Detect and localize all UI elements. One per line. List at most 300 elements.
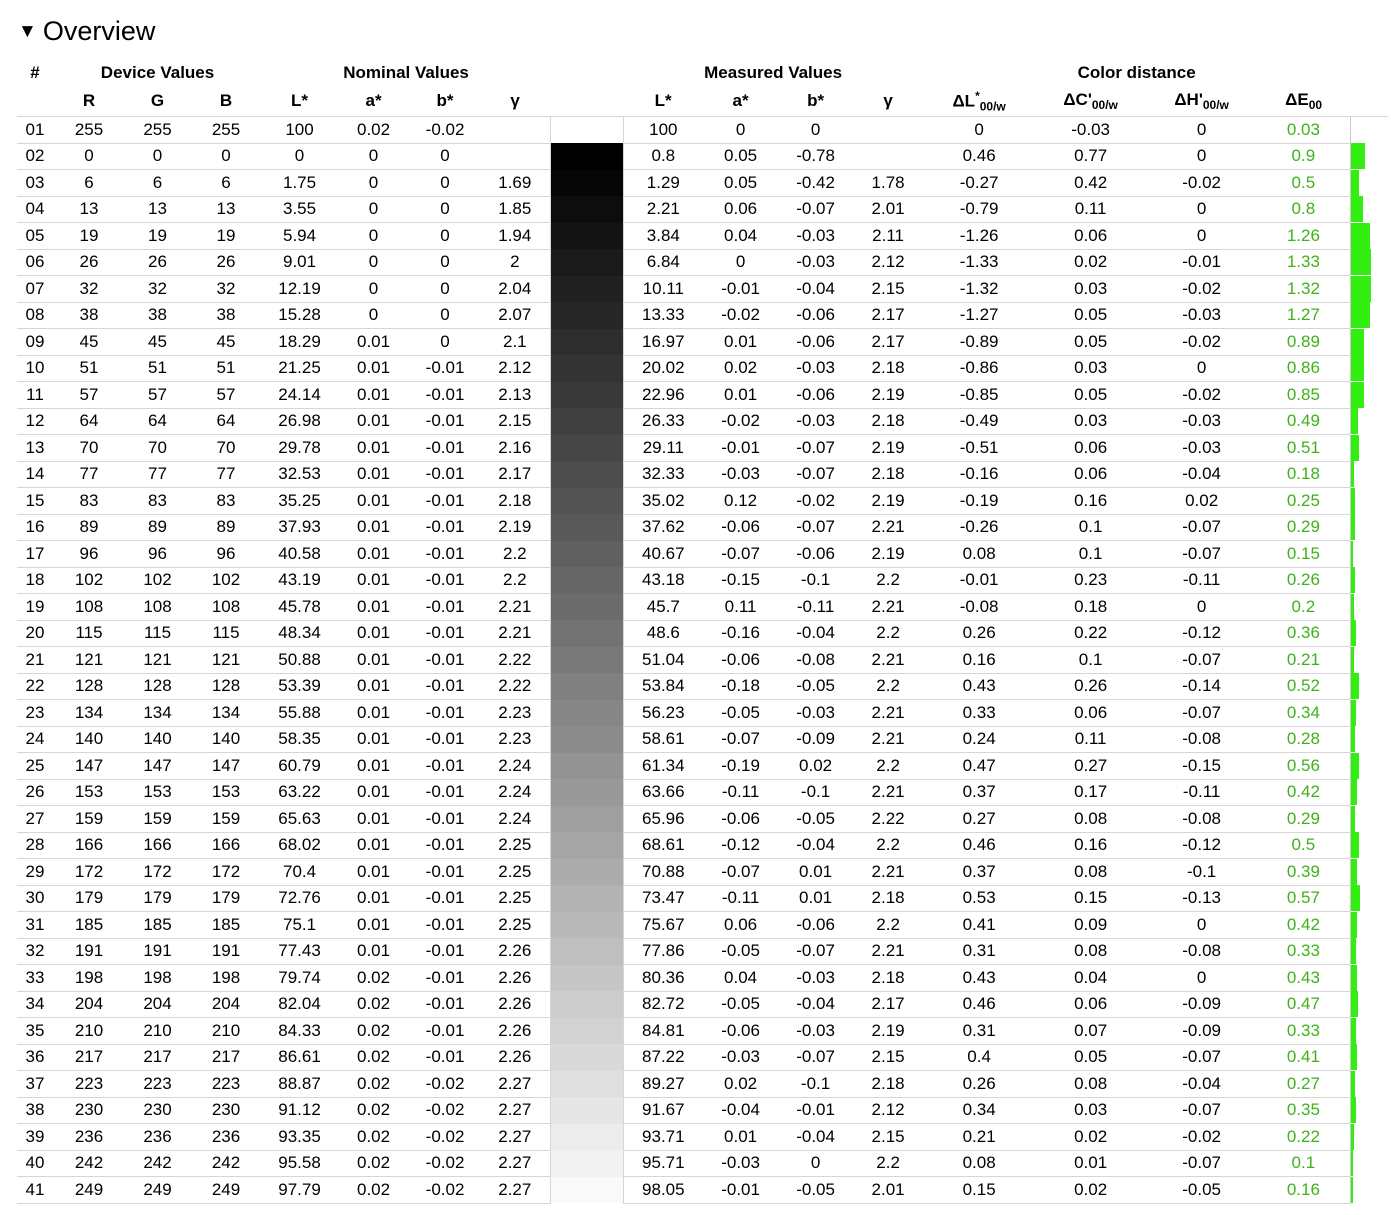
delta-e-bar: [1351, 779, 1357, 805]
device-g: 255: [125, 117, 190, 144]
delta-e-bar-cell: [1350, 594, 1388, 621]
delta-l: 0.43: [923, 673, 1035, 700]
delta-e: 0.27: [1257, 1071, 1350, 1098]
nominal-gamma: 2.25: [480, 912, 550, 939]
delta-e: 0.16: [1257, 1177, 1350, 1204]
nominal-b: -0.01: [410, 435, 480, 462]
delta-c: 0.02: [1035, 1124, 1146, 1151]
nominal-gamma: 1.69: [480, 170, 550, 197]
delta-h: -0.07: [1146, 541, 1257, 568]
device-r: 242: [53, 1150, 125, 1177]
measured-l: 2.21: [623, 196, 703, 223]
device-b: 166: [190, 832, 262, 859]
gray-swatch: [550, 647, 623, 674]
delta-h: -0.09: [1146, 991, 1257, 1018]
device-b: 64: [190, 408, 262, 435]
device-r: 140: [53, 726, 125, 753]
nominal-l: 24.14: [262, 382, 337, 409]
nominal-a: 0.01: [337, 594, 410, 621]
table-row: [17, 514, 1388, 541]
row-index: 39: [17, 1124, 53, 1151]
gray-swatch: [550, 329, 623, 356]
delta-l: -0.79: [923, 196, 1035, 223]
delta-c: 0.42: [1035, 170, 1146, 197]
row-index: 05: [17, 223, 53, 250]
nominal-a: 0.02: [337, 991, 410, 1018]
nominal-a: 0.01: [337, 541, 410, 568]
measured-gamma: 2.19: [853, 488, 923, 515]
measured-b: -0.07: [778, 461, 853, 488]
measured-b: -0.03: [778, 249, 853, 276]
delta-l: -1.33: [923, 249, 1035, 276]
device-r: 64: [53, 408, 125, 435]
device-b: 255: [190, 117, 262, 144]
nominal-l: 35.25: [262, 488, 337, 515]
nominal-b: -0.01: [410, 806, 480, 833]
delta-e-bar: [1351, 726, 1355, 752]
measured-a: -0.11: [703, 885, 778, 912]
delta-e: 0.03: [1257, 117, 1350, 144]
measured-a: -0.19: [703, 753, 778, 780]
measured-a: 0.04: [703, 965, 778, 992]
device-r: 0: [53, 143, 125, 170]
delta-l: 0.46: [923, 991, 1035, 1018]
device-b: 115: [190, 620, 262, 647]
measured-a: 0.11: [703, 594, 778, 621]
measured-gamma: 2.21: [853, 514, 923, 541]
measured-l: 32.33: [623, 461, 703, 488]
nominal-a: 0.01: [337, 647, 410, 674]
device-g: 38: [125, 302, 190, 329]
nominal-l: 55.88: [262, 700, 337, 727]
nominal-a: 0.01: [337, 806, 410, 833]
table-row: [17, 647, 1388, 674]
measured-l: 75.67: [623, 912, 703, 939]
measured-gamma: 2.12: [853, 1097, 923, 1124]
device-g: 51: [125, 355, 190, 382]
delta-e: 0.85: [1257, 382, 1350, 409]
nominal-b: 0: [410, 143, 480, 170]
nominal-b: -0.02: [410, 1124, 480, 1151]
delta-e: 0.22: [1257, 1124, 1350, 1151]
measured-a: 0.02: [703, 1071, 778, 1098]
nominal-l: 40.58: [262, 541, 337, 568]
delta-h: 0: [1146, 355, 1257, 382]
delta-h: -0.11: [1146, 567, 1257, 594]
delta-c: 0.08: [1035, 859, 1146, 886]
measured-l: 3.84: [623, 223, 703, 250]
delta-h: -0.08: [1146, 726, 1257, 753]
device-g: 185: [125, 912, 190, 939]
delta-c: -0.03: [1035, 117, 1146, 144]
measured-l: 35.02: [623, 488, 703, 515]
row-index: 06: [17, 249, 53, 276]
measured-l: 68.61: [623, 832, 703, 859]
delta-e: 0.89: [1257, 329, 1350, 356]
measured-l: 0.8: [623, 143, 703, 170]
nominal-l: 77.43: [262, 938, 337, 965]
delta-e: 0.43: [1257, 965, 1350, 992]
device-r: 153: [53, 779, 125, 806]
nominal-a: 0: [337, 249, 410, 276]
nominal-b: -0.01: [410, 965, 480, 992]
gray-swatch: [550, 355, 623, 382]
gray-swatch: [550, 991, 623, 1018]
measured-a: 0.01: [703, 1124, 778, 1151]
delta-e: 0.51: [1257, 435, 1350, 462]
measured-b: -0.03: [778, 1018, 853, 1045]
measured-gamma: 2.15: [853, 1044, 923, 1071]
delta-c: 0.16: [1035, 488, 1146, 515]
gray-swatch: [550, 223, 623, 250]
delta-h: 0: [1146, 223, 1257, 250]
delta-c: 0.03: [1035, 276, 1146, 303]
measured-l: 1.29: [623, 170, 703, 197]
nominal-gamma: 2.26: [480, 1018, 550, 1045]
measured-b: -0.05: [778, 673, 853, 700]
row-index: 19: [17, 594, 53, 621]
device-b: 204: [190, 991, 262, 1018]
device-r: 77: [53, 461, 125, 488]
nominal-gamma: 2.27: [480, 1124, 550, 1151]
measured-l: 29.11: [623, 435, 703, 462]
nominal-b: -0.02: [410, 1150, 480, 1177]
nominal-b: -0.01: [410, 355, 480, 382]
device-g: 108: [125, 594, 190, 621]
measured-gamma: 2.18: [853, 1071, 923, 1098]
nominal-gamma: 2.25: [480, 885, 550, 912]
measured-b: -0.42: [778, 170, 853, 197]
nominal-gamma: [480, 117, 550, 144]
delta-c: 0.22: [1035, 620, 1146, 647]
nominal-gamma: 2.27: [480, 1071, 550, 1098]
delta-e-bar: [1351, 249, 1371, 275]
nominal-a: 0.01: [337, 700, 410, 727]
gray-swatch: [550, 753, 623, 780]
device-r: 255: [53, 117, 125, 144]
delta-l: 0.24: [923, 726, 1035, 753]
measured-a: -0.05: [703, 700, 778, 727]
measured-l: 22.96: [623, 382, 703, 409]
device-g: 204: [125, 991, 190, 1018]
column-header-row: [17, 86, 1388, 117]
nominal-l: 93.35: [262, 1124, 337, 1151]
gray-swatch: [550, 488, 623, 515]
table-row: [17, 435, 1388, 462]
measured-gamma: 2.01: [853, 1177, 923, 1204]
delta-l: 0.08: [923, 1150, 1035, 1177]
row-index: 23: [17, 700, 53, 727]
delta-e-bar: [1351, 1071, 1355, 1097]
delta-e-bar-cell: [1350, 859, 1388, 886]
measured-l: 84.81: [623, 1018, 703, 1045]
nominal-a: 0.02: [337, 965, 410, 992]
delta-e: 0.29: [1257, 806, 1350, 833]
nominal-l: 50.88: [262, 647, 337, 674]
delta-l: -0.51: [923, 435, 1035, 462]
delta-l: 0.21: [923, 1124, 1035, 1151]
delta-e-bar: [1351, 991, 1358, 1017]
nominal-a: 0.01: [337, 779, 410, 806]
gray-swatch: [550, 117, 623, 144]
measured-b: -0.03: [778, 965, 853, 992]
measured-gamma: 2.2: [853, 673, 923, 700]
delta-c: 0.01: [1035, 1150, 1146, 1177]
device-b: 6: [190, 170, 262, 197]
delta-e-bar-cell: [1350, 832, 1388, 859]
nominal-b: 0: [410, 196, 480, 223]
measured-l: 13.33: [623, 302, 703, 329]
device-r: 108: [53, 594, 125, 621]
nominal-b: 0: [410, 223, 480, 250]
delta-c: 0.03: [1035, 408, 1146, 435]
delta-c: 0.05: [1035, 1044, 1146, 1071]
delta-e-bar: [1351, 1177, 1353, 1203]
nominal-a: 0.02: [337, 1150, 410, 1177]
device-r: 230: [53, 1097, 125, 1124]
nominal-l: 32.53: [262, 461, 337, 488]
measured-l: 6.84: [623, 249, 703, 276]
nominal-a: 0.01: [337, 435, 410, 462]
measured-gamma: 2.21: [853, 700, 923, 727]
delta-e-bar-cell: [1350, 514, 1388, 541]
delta-h: -0.11: [1146, 779, 1257, 806]
delta-h: -0.02: [1146, 329, 1257, 356]
device-r: 38: [53, 302, 125, 329]
delta-c: 0.1: [1035, 647, 1146, 674]
device-b: 83: [190, 488, 262, 515]
gray-swatch: [550, 700, 623, 727]
delta-e-bar-cell: [1350, 938, 1388, 965]
nominal-b: 0: [410, 170, 480, 197]
table-row: [17, 1044, 1388, 1071]
delta-e-bar: [1351, 938, 1356, 964]
table-row: [17, 461, 1388, 488]
measured-l: 37.62: [623, 514, 703, 541]
measured-b: -0.06: [778, 382, 853, 409]
row-index: 20: [17, 620, 53, 647]
measured-b: -0.04: [778, 991, 853, 1018]
delta-c: 0.07: [1035, 1018, 1146, 1045]
measured-gamma: 2.21: [853, 938, 923, 965]
measured-a: -0.06: [703, 514, 778, 541]
delta-e: 1.32: [1257, 276, 1350, 303]
nominal-gamma: 2.23: [480, 726, 550, 753]
nominal-gamma: 2.25: [480, 832, 550, 859]
table-row: [17, 223, 1388, 250]
measured-b: 0: [778, 117, 853, 144]
row-index: 14: [17, 461, 53, 488]
gray-swatch: [550, 302, 623, 329]
delta-c: 0.05: [1035, 382, 1146, 409]
device-b: 38: [190, 302, 262, 329]
overview-heading[interactable]: [18, 14, 155, 52]
nominal-a: 0.01: [337, 938, 410, 965]
delta-e-bar: [1351, 567, 1355, 593]
delta-h: 0: [1146, 912, 1257, 939]
device-g: 0: [125, 143, 190, 170]
delta-c: 0.1: [1035, 514, 1146, 541]
table-row: [17, 806, 1388, 833]
table-row: [17, 700, 1388, 727]
measured-a: -0.01: [703, 276, 778, 303]
collapse-triangle-icon[interactable]: ▼: [18, 21, 37, 42]
measured-b: -0.04: [778, 1124, 853, 1151]
delta-c: 0.11: [1035, 726, 1146, 753]
delta-c: 0.26: [1035, 673, 1146, 700]
measured-a: 0.04: [703, 223, 778, 250]
device-g: 121: [125, 647, 190, 674]
delta-h: -0.07: [1146, 1150, 1257, 1177]
col-delta-h: $\Delta H'_{00/w}$: [1146, 86, 1257, 117]
delta-e-bar-cell: [1350, 1124, 1388, 1151]
delta-e-bar-cell: [1350, 223, 1388, 250]
device-g: 70: [125, 435, 190, 462]
measured-gamma: 2.21: [853, 859, 923, 886]
row-index: 31: [17, 912, 53, 939]
delta-h: -0.03: [1146, 302, 1257, 329]
device-b: 147: [190, 753, 262, 780]
measured-gamma: [853, 117, 923, 144]
device-g: 249: [125, 1177, 190, 1204]
device-g: 32: [125, 276, 190, 303]
nominal-b: -0.01: [410, 779, 480, 806]
row-index: 32: [17, 938, 53, 965]
nominal-l: 79.74: [262, 965, 337, 992]
delta-e-bar: [1351, 912, 1357, 938]
measured-a: -0.11: [703, 779, 778, 806]
delta-l: 0.47: [923, 753, 1035, 780]
table-row: [17, 1150, 1388, 1177]
nominal-l: 3.55: [262, 196, 337, 223]
measured-b: -0.04: [778, 276, 853, 303]
nominal-b: -0.01: [410, 726, 480, 753]
delta-e-bar-cell: [1350, 779, 1388, 806]
row-index: 01: [17, 117, 53, 144]
row-index: 37: [17, 1071, 53, 1098]
gray-swatch: [550, 673, 623, 700]
delta-e-bar-cell: [1350, 435, 1388, 462]
gray-swatch: [550, 249, 623, 276]
nominal-gamma: 2.25: [480, 859, 550, 886]
device-r: 121: [53, 647, 125, 674]
row-index: 10: [17, 355, 53, 382]
table-row: [17, 117, 1388, 144]
device-b: 179: [190, 885, 262, 912]
nominal-b: -0.01: [410, 938, 480, 965]
nominal-b: -0.01: [410, 461, 480, 488]
measured-b: -0.1: [778, 779, 853, 806]
device-b: 172: [190, 859, 262, 886]
measured-a: 0.06: [703, 912, 778, 939]
device-r: 51: [53, 355, 125, 382]
delta-e-bar: [1351, 435, 1359, 461]
nominal-l: 45.78: [262, 594, 337, 621]
nominal-a: 0.02: [337, 1097, 410, 1124]
delta-l: -0.19: [923, 488, 1035, 515]
gray-swatch: [550, 461, 623, 488]
delta-e-bar: [1351, 1044, 1357, 1070]
measured-l: 58.61: [623, 726, 703, 753]
row-index: 36: [17, 1044, 53, 1071]
device-r: 236: [53, 1124, 125, 1151]
measured-gamma: 2.21: [853, 647, 923, 674]
nominal-gamma: 2.2: [480, 541, 550, 568]
delta-h: -0.02: [1146, 1124, 1257, 1151]
measured-l: 87.22: [623, 1044, 703, 1071]
measured-values-header: Measured Values: [704, 63, 843, 82]
table-row: [17, 143, 1388, 170]
delta-e-bar: [1351, 514, 1355, 540]
delta-c: 0.16: [1035, 832, 1146, 859]
delta-l: 0.43: [923, 965, 1035, 992]
delta-e: 0.34: [1257, 700, 1350, 727]
row-index: 07: [17, 276, 53, 303]
device-r: 249: [53, 1177, 125, 1204]
delta-e: 0.49: [1257, 408, 1350, 435]
delta-e: 0.42: [1257, 912, 1350, 939]
measured-l: 45.7: [623, 594, 703, 621]
measured-l: 91.67: [623, 1097, 703, 1124]
gray-swatch: [550, 965, 623, 992]
nominal-b: -0.01: [410, 912, 480, 939]
device-r: 32: [53, 276, 125, 303]
measured-a: -0.03: [703, 461, 778, 488]
gray-swatch: [550, 1177, 623, 1204]
delta-h: -0.07: [1146, 1097, 1257, 1124]
delta-l: 0.53: [923, 885, 1035, 912]
delta-c: 0.77: [1035, 143, 1146, 170]
delta-h: -0.12: [1146, 620, 1257, 647]
delta-e-bar-cell: [1350, 302, 1388, 329]
device-b: 57: [190, 382, 262, 409]
row-index: 22: [17, 673, 53, 700]
nominal-gamma: 2.15: [480, 408, 550, 435]
nominal-b: -0.01: [410, 567, 480, 594]
nominal-l: 60.79: [262, 753, 337, 780]
table-row: [17, 1177, 1388, 1204]
device-b: 51: [190, 355, 262, 382]
device-b: 134: [190, 700, 262, 727]
device-g: 89: [125, 514, 190, 541]
nominal-l: 48.34: [262, 620, 337, 647]
delta-h: -0.12: [1146, 832, 1257, 859]
measured-a: -0.04: [703, 1097, 778, 1124]
row-index: 08: [17, 302, 53, 329]
gray-swatch: [550, 620, 623, 647]
nominal-l: 70.4: [262, 859, 337, 886]
nominal-gamma: 2.21: [480, 620, 550, 647]
device-b: 121: [190, 647, 262, 674]
delta-c: 0.05: [1035, 302, 1146, 329]
row-index: 26: [17, 779, 53, 806]
delta-l: 0.37: [923, 779, 1035, 806]
measured-a: -0.01: [703, 1177, 778, 1204]
nominal-gamma: 2: [480, 249, 550, 276]
measured-a: -0.06: [703, 647, 778, 674]
delta-h: -0.07: [1146, 700, 1257, 727]
device-r: 147: [53, 753, 125, 780]
nominal-l: 58.35: [262, 726, 337, 753]
table-row: [17, 567, 1388, 594]
delta-e: 0.2: [1257, 594, 1350, 621]
col-nominal-a: a*: [337, 86, 410, 117]
measured-a: 0.05: [703, 170, 778, 197]
delta-h: -0.1: [1146, 859, 1257, 886]
measured-gamma: 2.21: [853, 779, 923, 806]
device-b: 26: [190, 249, 262, 276]
delta-e: 0.52: [1257, 673, 1350, 700]
